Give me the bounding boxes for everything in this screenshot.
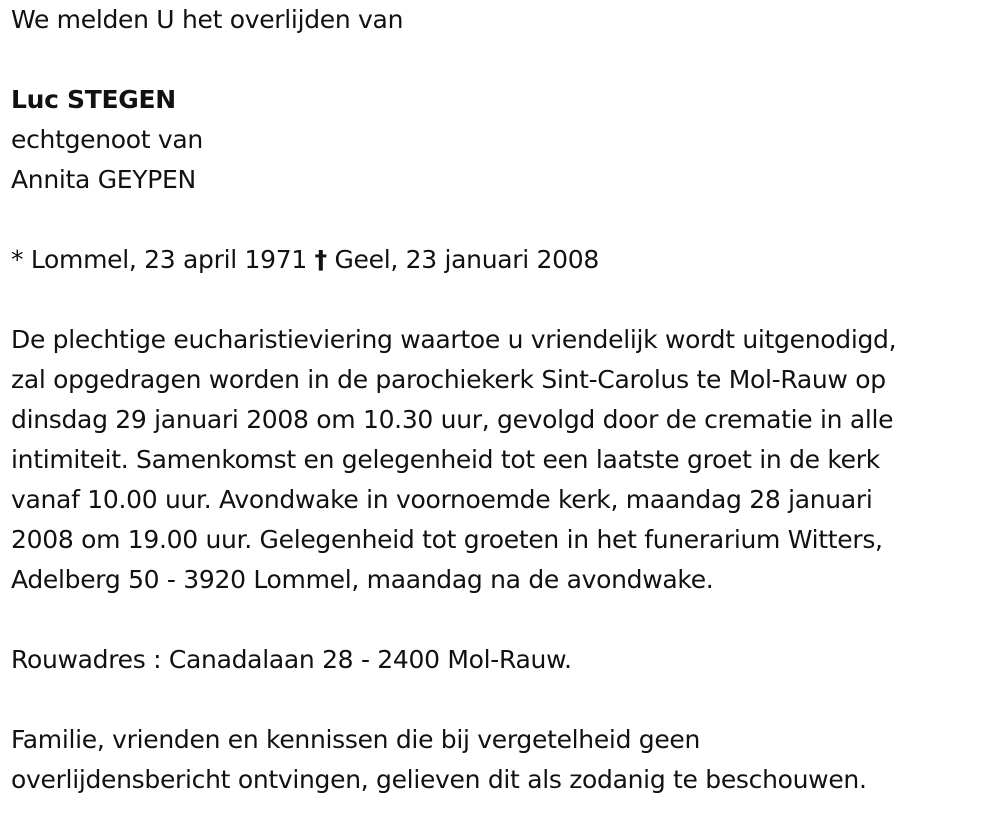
birth-info: * Lommel, 23 april 1971 xyxy=(11,245,307,274)
closing-line: overlijdensbericht ontvingen, gelieven dit als zodanig te beschouwen. xyxy=(11,765,867,794)
ceremony-paragraph xyxy=(11,320,991,600)
spouse-name: Annita GEYPEN xyxy=(11,165,196,194)
mourning-address: Rouwadres : Canadalaan 28 - 2400 Mol-Rauw. xyxy=(11,645,572,674)
ceremony-line: zal opgedragen worden in de parochiekerk Sint-Carolus te Mol-Rauw op xyxy=(11,365,886,394)
spacer xyxy=(11,600,991,640)
spacer xyxy=(11,200,991,240)
intro-text: We melden U het overlijden van xyxy=(11,5,404,34)
spacer xyxy=(11,40,991,80)
ceremony-line: De plechtige eucharistieviering waartoe u vriendelijk wordt uitgenodigd, xyxy=(11,325,897,354)
death-info: Geel, 23 januari 2008 xyxy=(334,245,599,274)
spacer xyxy=(11,680,991,720)
ceremony-line: intimiteit. Samenkomst en gelegenheid tot een laatste groet in de kerk xyxy=(11,445,880,474)
closing-line: Familie, vrienden en kennissen die bij vergetelheid geen xyxy=(11,725,701,754)
deceased-name: Luc STEGEN xyxy=(11,85,176,114)
ceremony-line: vanaf 10.00 uur. Avondwake in voornoemde kerk, maandag 28 januari xyxy=(11,485,873,514)
cross-icon: † xyxy=(314,245,327,274)
spacer xyxy=(11,280,991,320)
obituary-notice xyxy=(11,0,991,800)
ceremony-line: 2008 om 19.00 uur. Gelegenheid tot groeten in het funerarium Witters, xyxy=(11,525,883,554)
ceremony-line: Adelberg 50 - 3920 Lommel, maandag na de avondwake. xyxy=(11,565,714,594)
closing-paragraph xyxy=(11,720,991,800)
life-dates xyxy=(11,240,991,280)
relation-text: echtgenoot van xyxy=(11,125,203,154)
ceremony-line: dinsdag 29 januari 2008 om 10.30 uur, gevolgd door de crematie in alle xyxy=(11,405,894,434)
